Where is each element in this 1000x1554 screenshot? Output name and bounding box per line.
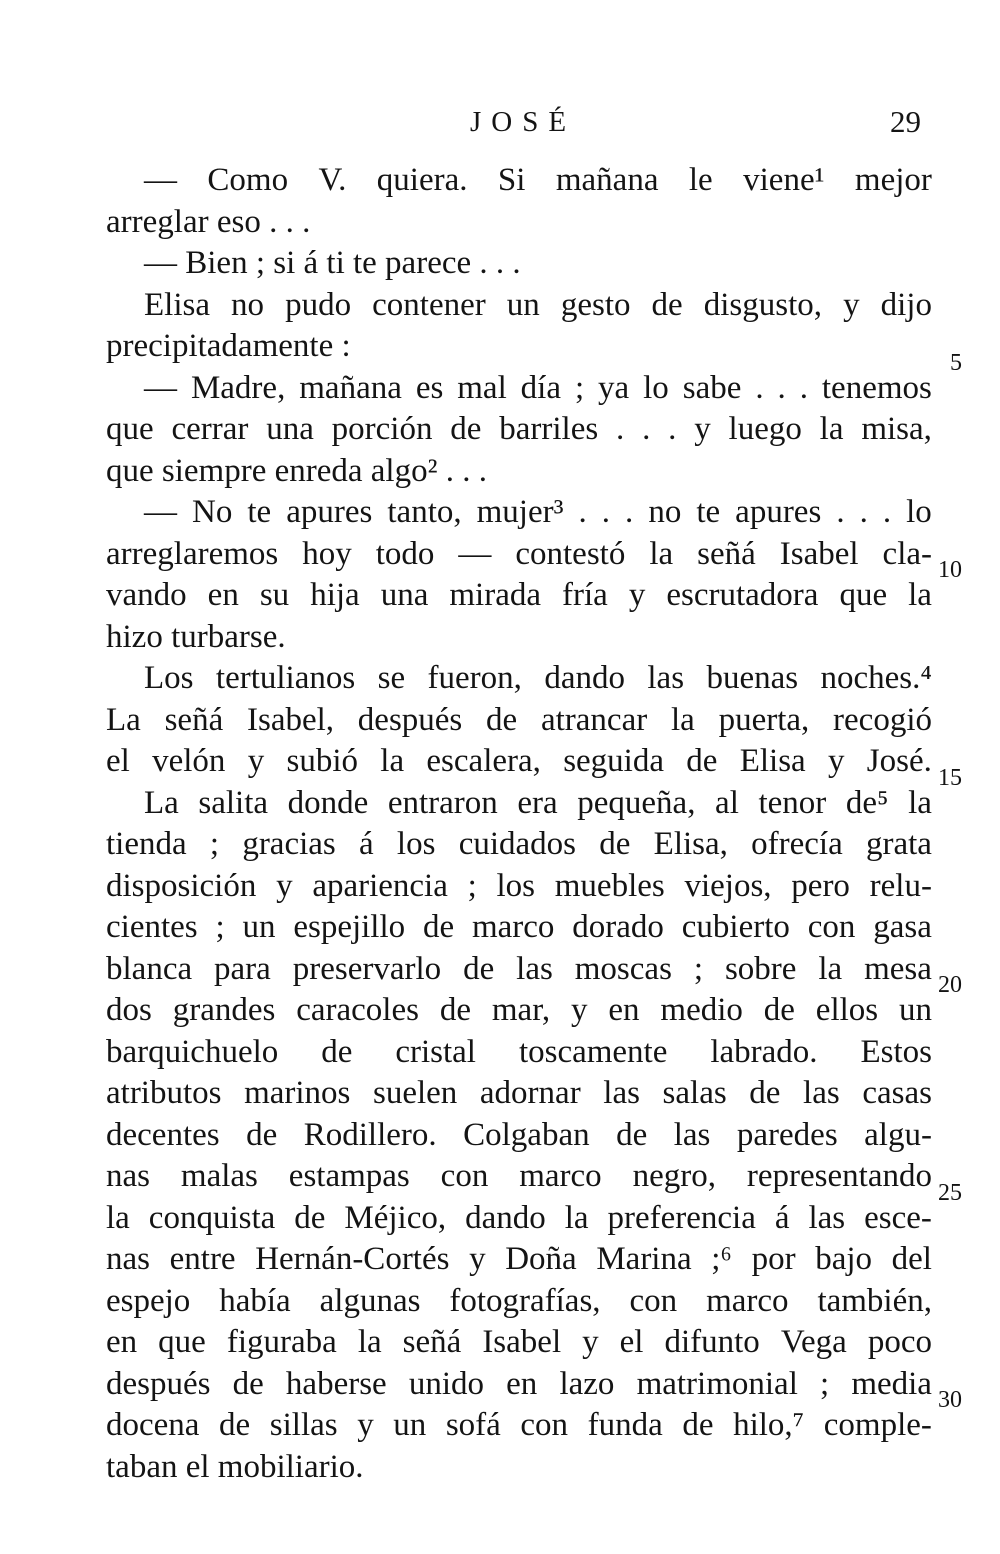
word: apures [286,494,373,530]
word: espejo [106,1282,191,1319]
word: luego [728,411,802,447]
word: lo [643,369,669,406]
word: mesa [864,950,932,987]
word: la [908,784,932,821]
word: quiera. [376,162,468,198]
word: te [247,494,272,530]
word: cuidados [458,826,576,862]
word: de [682,1407,714,1443]
word: ya [598,369,630,406]
word: nas [106,1241,150,1277]
word: tenemos [821,369,932,406]
word: vando [106,577,187,613]
word: una [266,411,314,447]
word: ofrecía [751,826,843,862]
word: y [469,1241,486,1277]
word: las [808,1199,846,1236]
word: Como [207,162,289,198]
word: ; [574,369,585,406]
word: lazo [559,1365,615,1402]
word: del [891,1241,932,1277]
word: viejos, [684,867,772,904]
word: la [670,701,695,738]
word: unido [408,1365,485,1402]
text-line: — Bien ; si á ti te parece . . . [144,245,521,281]
word: también, [817,1282,932,1319]
word: no [648,494,682,530]
word: de [763,992,795,1028]
word: sabe [682,369,742,406]
text-line: hizo turbarse. [106,618,286,655]
word: un [393,1407,427,1443]
word: de [463,950,495,987]
word: era [517,784,558,821]
word: — [458,535,492,572]
word: en [106,1324,138,1360]
word: ; [467,867,477,904]
word: un [506,286,540,323]
text-line [106,534,932,576]
word: Vega [780,1324,847,1360]
word: . [882,494,892,530]
word: preservarlo [292,950,442,987]
word: ; [215,909,225,945]
word: tertulianos [215,660,356,696]
word: cristal [395,1033,476,1070]
line-number: 25 [938,1180,962,1206]
word: apariencia [312,867,448,904]
word: Colgaban [463,1116,590,1153]
word: Isabel [482,1324,562,1360]
word: ; [820,1365,830,1402]
word: La [144,784,179,821]
word: después [357,701,463,738]
word: Estos [860,1033,932,1070]
word: grandes [172,992,276,1028]
word: esce- [864,1199,932,1236]
word: disposición [106,867,257,904]
word: Elisa [739,743,806,779]
word: mujer³ [476,494,564,530]
word: estampas [288,1158,410,1194]
word: con [520,1407,569,1443]
word: comple- [823,1407,932,1443]
word: por [751,1241,796,1277]
word: hija [310,577,360,613]
word: Hernán-Cortés [255,1241,450,1277]
word: una [380,577,429,613]
word: Si [497,162,526,198]
word: tenor [758,784,827,821]
text-line [106,1239,932,1281]
word: mirada [449,577,541,613]
word: día [520,369,561,406]
word: dorado [572,909,664,945]
word: al [715,784,739,821]
word: señá [402,1324,462,1360]
word: la [106,1199,130,1236]
word: á [359,826,374,862]
word: velón [152,743,226,779]
word: entre [169,1241,236,1277]
word: Marina [596,1241,692,1277]
word: subió [286,743,359,779]
word: se [377,660,406,696]
word: blanca [106,950,193,987]
line-number: 5 [950,350,962,376]
word: y [628,577,646,613]
text-line [106,1364,932,1406]
word: de [422,909,455,945]
word: que [839,577,888,613]
word: escalera, [426,743,541,779]
word: cerrar [171,411,249,447]
word: sobre [724,950,797,987]
word: hilo,⁷ [733,1407,805,1443]
text-line [106,990,932,1032]
text-line: precipitadamente : [106,328,351,364]
line-number: 20 [938,972,962,998]
word: la [357,1324,382,1360]
word: espejillo [293,909,406,945]
word: de [294,1199,326,1236]
word: . [799,369,808,406]
word: con [807,909,856,945]
word: . [601,494,611,530]
word: marco [706,1282,789,1319]
word: muebles [554,867,665,904]
word: su [259,577,290,613]
word: lo [906,494,932,530]
word: porción [331,411,433,447]
word: seguida [563,743,664,779]
word: poco [867,1324,932,1360]
word: ; [209,826,220,862]
word: dando [544,660,625,696]
word: de [486,701,518,738]
word: Isabel, [246,701,335,738]
word: dos [106,992,152,1028]
word: cientes [106,909,198,945]
word: algunas [319,1282,421,1319]
word: que [106,411,154,447]
word: malas [180,1158,258,1194]
word: pero [791,867,850,904]
page-number: 29 [890,104,921,139]
word: viene¹ [743,162,825,198]
word: docena [106,1407,200,1443]
word: figuraba [226,1324,337,1360]
text-line [106,658,932,700]
word: . [777,369,786,406]
word: pudo [285,286,352,323]
word: apures [735,494,822,530]
word: á [774,1199,790,1236]
text-line [106,368,932,410]
word: es [415,369,444,406]
word: haberse [285,1365,387,1402]
word: gracias [242,826,336,862]
text-line [106,1281,932,1323]
word: de [321,1033,353,1070]
word: de [749,1075,781,1111]
word: entraron [387,784,498,821]
word: . [616,411,625,447]
text-line [106,1073,932,1115]
word: de [651,286,683,323]
word: Méjico, [344,1199,447,1236]
word: relu- [869,867,932,904]
word: los [496,867,536,904]
word: decentes [106,1116,220,1153]
word: nas [106,1158,150,1194]
word: de [686,743,718,779]
word: de [246,1116,278,1153]
word: y [694,411,711,447]
text-line [106,866,932,908]
word: medio [660,992,743,1028]
text-line [106,1198,932,1240]
word: . [755,369,764,406]
word: labrado. [710,1033,818,1070]
word: barriles [499,411,599,447]
word: salas [662,1075,727,1111]
word: Los [144,660,194,696]
word: bajo [815,1241,873,1277]
word: marco [519,1158,602,1194]
word: adornar [479,1075,581,1111]
word: Rodillero. [303,1116,437,1153]
text-line [106,783,932,825]
word: salita [198,784,269,821]
word: que [158,1324,206,1360]
word: las [803,1075,840,1111]
word: en [207,577,239,613]
word: matrimonial [636,1365,798,1402]
word: de [232,1365,264,1402]
word: cubierto [681,909,790,945]
word: en [608,992,640,1028]
text-line [106,575,932,617]
body-text [106,160,932,1488]
word: . [859,494,868,530]
word: Madre, [190,369,286,406]
word: sillas [269,1407,338,1443]
word: . [836,494,845,530]
word: atributos [106,1075,222,1111]
line-number: 15 [938,765,962,791]
word: dijo [880,286,932,323]
word: contestó [515,535,626,572]
word: gesto [560,286,631,323]
word: las [673,1116,711,1153]
word: dando [465,1199,546,1236]
word: José. [866,743,932,779]
word: de [616,1116,648,1153]
word: algu- [864,1116,932,1153]
word: donde [287,784,369,821]
word: toscamente [518,1033,668,1070]
text-line [106,492,932,534]
word: ; [693,950,704,987]
word: de [439,992,472,1028]
word: en [506,1365,538,1402]
word: te [696,494,721,530]
text-line [106,1032,932,1074]
text-line: que siempre enreda algo² . . . [106,452,487,489]
word: un [242,909,276,945]
text-line [106,949,932,991]
word: Elisa, [653,826,728,862]
text-line [106,1156,932,1198]
word: no [231,286,265,323]
word: gasa [873,909,932,945]
text-line [106,409,932,451]
word: caracoles [296,992,419,1028]
running-head-title: JOSÉ [470,106,577,138]
word: moscas [574,950,672,987]
word: la [649,535,674,572]
word: un [899,992,932,1028]
word: y [582,1324,599,1360]
word: y [357,1407,374,1443]
word: tienda [106,826,187,862]
word: de⁵ [845,784,889,821]
word: atrancar [540,701,648,738]
word: funda [587,1407,663,1443]
word: pequeña, [577,784,696,821]
text-line [106,1115,932,1157]
word: la [908,577,932,613]
word: mañana [555,162,659,198]
word: cla- [882,535,932,572]
line-number: 10 [938,557,962,583]
text-line [106,1322,932,1364]
word: con [629,1282,678,1319]
word: señá [697,535,756,572]
word: buenas [706,660,799,696]
word: grata [865,826,932,862]
word: mejor [854,162,932,198]
word: — [144,369,177,406]
word: ;⁶ [711,1241,732,1277]
word: difunto [664,1324,760,1360]
word: casas [862,1075,932,1111]
word: las [516,950,553,987]
word: preferencia [607,1199,756,1236]
word: el [106,743,130,779]
word: Isabel [779,535,859,572]
word: ellos [815,992,879,1028]
word: La [106,701,141,738]
word: representando [746,1158,932,1194]
word: tanto, [387,494,462,530]
text-line [106,741,932,783]
word: después [106,1365,211,1402]
line-number: 30 [938,1387,962,1413]
text-line [106,1405,932,1447]
word: sofá [445,1407,501,1443]
word: escrutadora [666,577,819,613]
text-line: arreglar eso . . . [106,203,311,240]
word: — [144,162,177,198]
word: para [214,950,271,987]
word: señá [164,701,224,738]
word: No [192,494,233,530]
word: todo [375,535,435,572]
word: las [603,1075,640,1111]
word: — [144,494,177,530]
word: noches.⁴ [820,660,932,696]
word: arreglaremos [106,535,279,572]
word: mañana [299,369,402,406]
word: fría [562,577,608,613]
word: recogió [833,701,932,738]
word: disgusto, [703,286,823,323]
word: de [599,826,631,862]
word: puerta, [718,701,810,738]
word: con [440,1158,489,1194]
word: V. [318,162,347,198]
word: misa, [861,411,932,447]
word: . [668,411,677,447]
word: de [219,1407,251,1443]
word: . [578,494,587,530]
word: hoy [302,535,352,572]
word: suelen [373,1075,458,1111]
word: y [571,992,588,1028]
word: los [396,826,436,862]
word: Doña [505,1241,577,1277]
word: la [819,411,844,447]
word: . [642,411,651,447]
word: mar, [491,992,551,1028]
text-line [106,824,932,866]
word: y [843,286,860,323]
word: . [625,494,634,530]
text-line: taban el mobiliario. [106,1448,364,1485]
word: de [450,411,482,447]
word: Elisa [144,286,210,323]
word: la [564,1199,589,1236]
word: la [818,950,843,987]
word: y [827,743,845,779]
word: las [647,660,685,696]
word: marco [471,909,555,945]
word: había [219,1282,291,1319]
text-line [106,160,932,202]
word: negro, [632,1158,716,1194]
word: mal [457,369,507,406]
word: le [688,162,713,198]
text-line [106,700,932,742]
word: marinos [244,1075,351,1111]
word: fueron, [427,660,522,696]
word: el [619,1324,644,1360]
word: media [851,1365,932,1402]
text-line [106,907,932,949]
word: la [380,743,405,779]
word: contener [372,286,486,323]
word: paredes [736,1116,838,1153]
word: conquista [148,1199,276,1236]
word: y [276,867,293,904]
word: barquichuelo [106,1033,279,1070]
word: fotografías, [449,1282,601,1319]
text-line [106,285,932,327]
word: y [247,743,265,779]
